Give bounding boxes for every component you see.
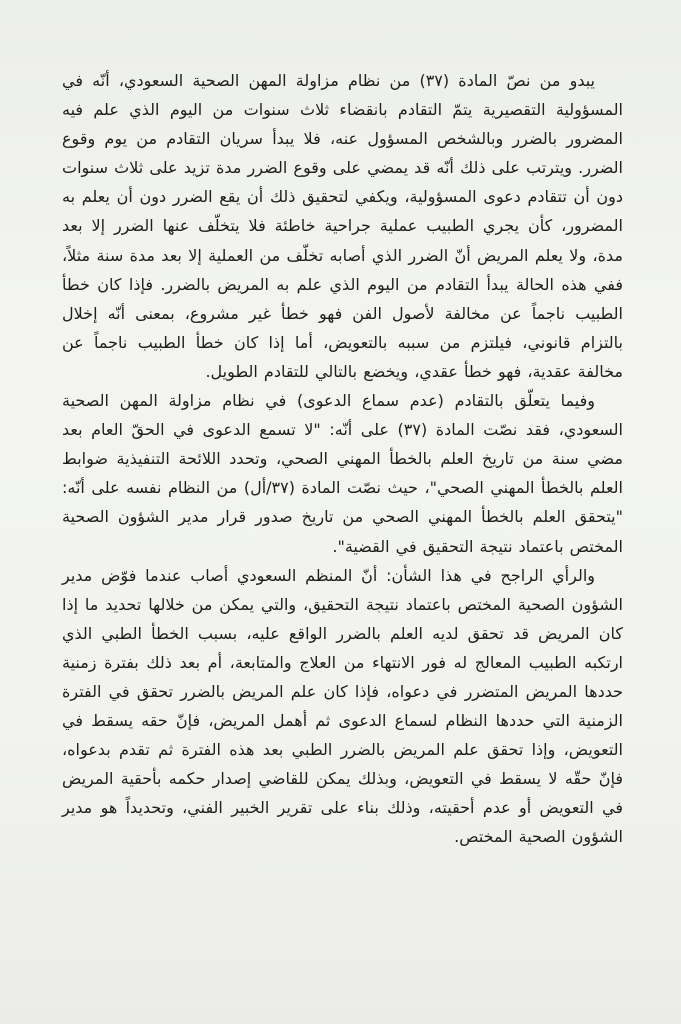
paragraph-statute-of-limitations-tort: يبدو من نصّ المادة (٣٧) من نظام مزاولة المهن الصحية السعودي، أنّه في المسؤولية التقصيرية يتمّ التقادم بانقضاء ثلاث سنوات من اليوم الذي علم فيه المضرور بالضرر وبالشخص المسؤول عنه، فلا يبدأ سريان التقادم من يوم وقوع الضرر. ويترتب على ذلك أنّه قد يمضي على وقوع الضرر مدة تزيد على ثلاث سنوات دون أن تتقادم دعوى المسؤولية، ويكفي لتحقيق ذلك أن يقع الضرر دون أن يعلم به المضرور، كأن يجري الطبيب عملية جراحية خاطئة فلا يتخلّف عنها الضرر إلا بعد مدة، ولا يعلم المريض أنّ الضرر الذي أصابه تخلّف من العملية إلا بعد مدة سنة مثلاً، ففي هذه الحالة يبدأ التقادم من اليوم الذي علم به المريض بالضرر. فإذا كان خطأ الطبيب ناجماً عن مخالفة لأصول الفن فهو خطأ غير مشروع، بمعنى أنّه إخلال بالتزام قانوني، فيلتزم من سببه بالتعويض، أما إذا كان خطأ الطبيب ناجماً عن مخالفة عقدية، فهو خطأ عقدي، ويخضع بالتالي للتقادم الطويل. — [62, 71, 623, 381]
paragraph-article-37-text: وفيما يتعلّق بالتقادم (عدم سماع الدعوى) في نظام مزاولة المهن الصحية السعودي، فقد نصّت المادة (٣٧) على أنّه: "لا تسمع الدعوى في الحقّ العام بعد مضي سنة من تاريخ العلم بالخطأ المهني الصحي، وتحدد اللائحة التنفيذية ضوابط العلم بالخطأ المهني الصحي"، حيث نصّت المادة (٣٧/أل) من النظام نفسه على أنّه: "يتحقق العلم بالخطأ المهني الصحي من تاريخ صدور قرار مدير الشؤون الصحية المختص باعتماد نتيجة التحقيق في القضية". — [62, 391, 623, 556]
paragraph-prevailing-opinion: والرأي الراجح في هذا الشأن: أنّ المنظم السعودي أصاب عندما فوّض مدير الشؤون الصحية المختص باعتماد نتيجة التحقيق، والتي يمكن من خلالها تحديد ما إذا كان المريض قد تحقق لديه العلم بالضرر الواقع عليه، بسبب الخطأ الطبي الذي ارتكبه الطبيب المعالج له فور الانتهاء من العلاج والمتابعة، أم بعد ذلك بفترة زمنية حددها المريض المتضرر في دعواه، فإذا كان علم المريض بالضرر تحقق في الفترة الزمنية التي حددها النظام لسماع الدعوى ثم أهمل المريض، فإنّ حقه يسقط في التعويض، وإذا تحقق علم المريض بالضرر الطبي بعد هذه الفترة ثم تقدم بدعواه، فإنّ حقّه لا يسقط في التعويض، وبذلك يمكن للقاضي إصدار حكمه بأحقية المريض في التعويض أو عدم أحقيته، وذلك بناء على تقرير الخبير الفني، وتحديداً هو مدير الشؤون الصحية المختص. — [62, 565, 623, 847]
